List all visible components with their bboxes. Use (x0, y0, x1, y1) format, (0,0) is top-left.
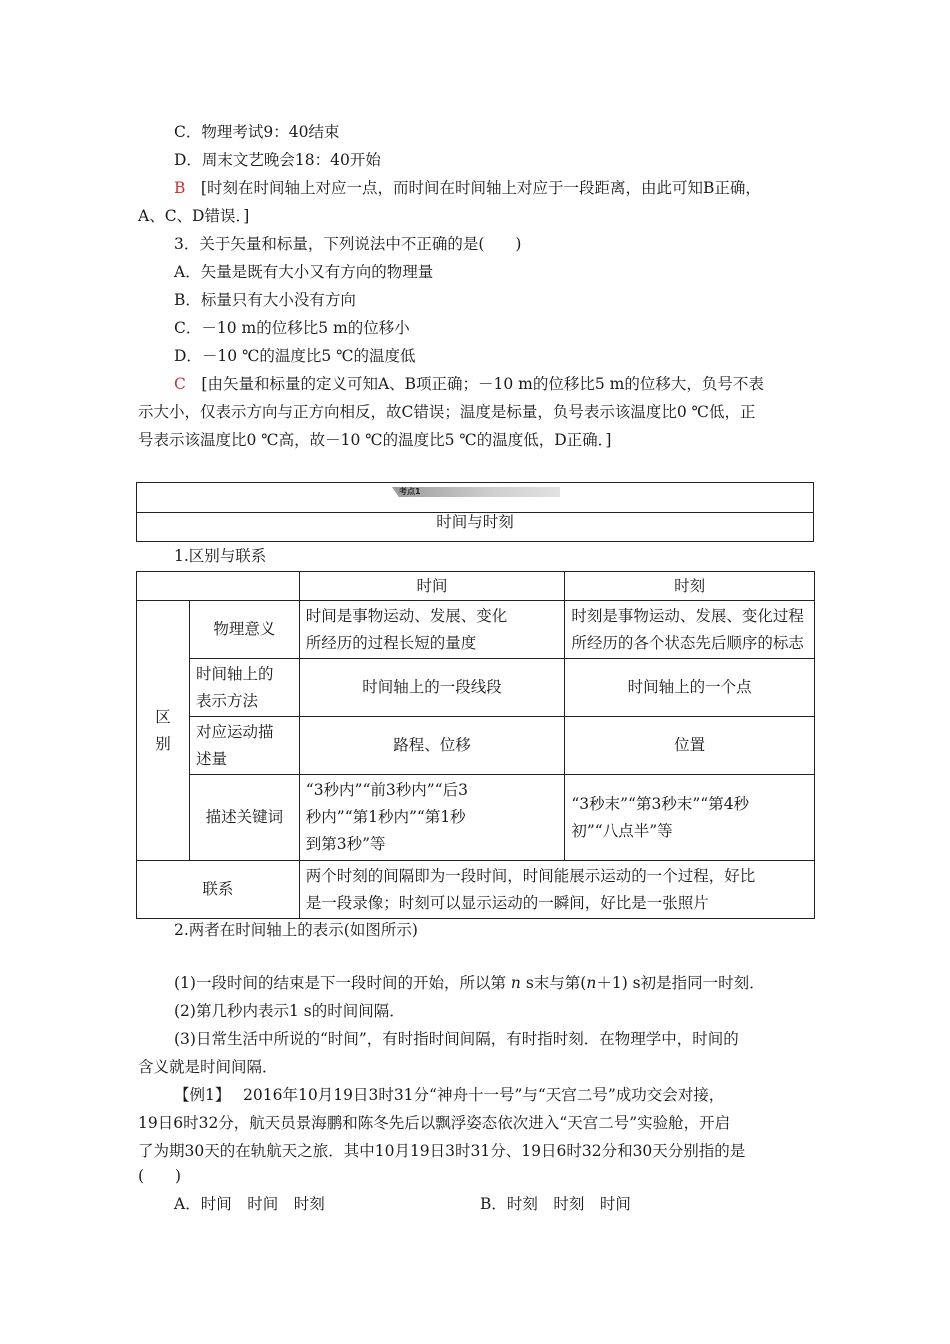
cell-moment-keywords: “3秒末”“第3秒末”“第4秒 初”“八点半”等 (565, 775, 815, 861)
cell-moment-meaning: 时刻是事物运动、发展、变化过程 所经历的各个状态先后顺序的标志 (565, 601, 815, 659)
note-3-line-2: 含义就是时间间隔． (138, 1058, 278, 1076)
table-row (137, 601, 815, 659)
header-moment: 时刻 (565, 572, 815, 601)
cell-moment-axis: 时间轴上的一个点 (565, 659, 815, 717)
cell-time-meaning: 时间是事物运动、发展、变化 所经历的过程长短的量度 (299, 601, 565, 659)
q2-option-c: C．物理考试9：40结束 (174, 123, 340, 141)
q2-explanation-line-2: A、C、D错误．] (138, 207, 250, 225)
q3-option-d: D．－10 ℃的温度比5 ℃的温度低 (174, 347, 416, 365)
q3-answer: C (174, 375, 186, 393)
table-header-row (137, 572, 815, 601)
section-tag: 考点1 (399, 487, 421, 496)
q3-option-c: C．－10 m的位移比5 m的位移小 (174, 319, 410, 337)
cell-time-quantity: 路程、位移 (299, 717, 565, 775)
note-1: (1)一段时间的结束是下一段时间的开始，所以第 n s末与第(n＋1) s初是指同一时刻． (174, 974, 765, 992)
example-option-b: B．时刻 时刻 时间 (480, 1195, 631, 1213)
part1-title: 1.区别与联系 (174, 547, 267, 565)
q3-explanation-line-3: 号表示该温度比0 ℃高，故－10 ℃的温度比5 ℃的温度低，D正确．] (138, 431, 612, 449)
table-row (137, 659, 815, 717)
example-label: 【例1】 (174, 1086, 223, 1104)
row-label-link: 联系 (137, 861, 300, 919)
example-line-1: 【例1】 2016年10月19日3时31分“神舟十一号”与“天宫二号”成功交会对接， (174, 1086, 725, 1104)
q2-option-d: D．周末文艺晚会18：40开始 (174, 151, 381, 169)
part2-title: 2.两者在时间轴上的表示(如图所示) (174, 921, 418, 939)
row-label-meaning: 物理意义 (189, 601, 299, 659)
note-2: (2)第几秒内表示1 s的时间间隔． (174, 1002, 405, 1020)
q2-answer: B (174, 179, 186, 197)
q3-option-b: B．标量只有大小没有方向 (174, 291, 356, 309)
row-label-axis: 时间轴上的 表示方法 (189, 659, 299, 717)
comparison-table (136, 571, 815, 919)
note-3-line-1: (3)日常生活中所说的“时间”，有时指时间间隔，有时指时刻．在物理学中，时间的 (174, 1030, 739, 1048)
cell-link: 两个时刻的间隔即为一段时间，时间能展示运动的一个过程，好比 是一段录像；时刻可以显示运动的一瞬间，好比是一张照片 (299, 861, 814, 919)
table-row (137, 775, 815, 861)
header-time: 时间 (299, 572, 565, 601)
cell-time-keywords: “3秒内”“前3秒内”“后3 秒内”“第1秒内”“第1秒 到第3秒”等 (299, 775, 565, 861)
cell-moment-quantity: 位置 (565, 717, 815, 775)
example-option-a: A．时间 时间 时刻 (174, 1195, 325, 1213)
row-label-keywords: 描述关键词 (189, 775, 299, 861)
q3-stem: 3．关于矢量和标量，下列说法中不正确的是( ) (174, 235, 522, 253)
example-line-3: 了为期30天的在轨航天之旅．其中10月19日3时31分、19日6时32分和30天分别指的是 (138, 1142, 746, 1160)
table-corner-cell (137, 572, 300, 601)
q3-explanation-line-1: C [由矢量和标量的定义可知A、B项正确；－10 m的位移比5 m的位移大，负号不表 (174, 375, 764, 393)
q2-explanation-line-1: B [时刻在时间轴上对应一点，而时间在时间轴上对应于一段距离，由此可知B正确， (174, 179, 761, 197)
group-label-cell: 区 别 (137, 601, 190, 861)
cell-time-axis: 时间轴上的一段线段 (299, 659, 565, 717)
q3-option-a: A．矢量是既有大小又有方向的物理量 (174, 263, 434, 281)
q3-explanation-line-2: 示大小，仅表示方向与正方向相反，故C错误；温度是标量，负号表示该温度比0 ℃低，正 (138, 403, 756, 421)
example-line-4: ( ) (138, 1167, 182, 1185)
row-label-quantity: 对应运动描 述量 (189, 717, 299, 775)
table-row (137, 717, 815, 775)
section-title: 时间与时刻 (436, 513, 514, 531)
table-row (137, 861, 815, 919)
example-line-2: 19日6时32分，航天员景海鹏和陈冬先后以飘浮姿态依次进入“天宫二号”实验舱，开启 (138, 1114, 731, 1132)
